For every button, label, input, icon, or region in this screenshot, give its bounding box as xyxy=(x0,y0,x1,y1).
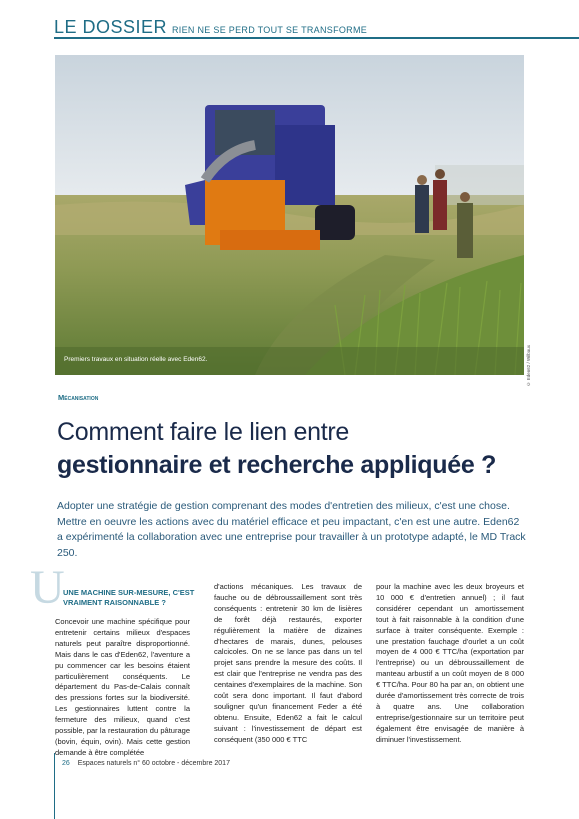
photo-credit: © Eden62 / Wilbaux xyxy=(526,345,531,387)
page-footer xyxy=(62,760,230,767)
photo-caption: Premiers travaux en situation réelle avec Eden62. xyxy=(64,356,208,363)
title-bold-b: recherche appliquée ? xyxy=(236,451,497,479)
section-subtitle: RIEN NE SE PERD TOUT SE TRANSFORME xyxy=(172,25,368,35)
header-rule xyxy=(54,37,579,39)
article-title-line-2 xyxy=(57,451,496,480)
title-bold-a: gestionnaire xyxy=(57,451,203,479)
page-number: 26 xyxy=(62,760,70,767)
article-title-line-1: Comment faire le lien entre xyxy=(57,418,350,446)
page-header xyxy=(0,0,579,38)
title-connector: et xyxy=(202,451,237,479)
article-kicker: UNE MACHINE SUR-MESURE, C'EST VRAIMENT RAISONNABLE ? xyxy=(63,588,195,607)
drop-cap: U xyxy=(30,561,65,614)
article-column-2: d'actions mécaniques. Les travaux de fauche ou de débroussaillement sont très conséquents : entretenir 30 km de lisières de forêt déjà restaurés, exporter régulièrement la matière de dizaines d'hectares de marais, dunes, pelouses calcicoles. On ne se lance pas dans un tel projet sans prendre la mesure des coûts. Il est clair que l'entreprise ne vendra pas des centaines d'exemplaires de la machine. Son coût sera donc important. Il faut d'abord souligner qu'un financement Feder a été obtenu. Ensuite, Eden62 a fait le calcul suivant : l'investissement de départ est conséquent (350 000 € TTC xyxy=(214,582,362,744)
publication-info: Espaces naturels n° 60 octobre - décembre 2017 xyxy=(77,760,230,767)
article-lede: Adopter une stratégie de gestion comprenant des modes d'entretien des milieux, c'est une chose. Mettre en oeuvre les actions avec du matériel efficace et peu impactant, c'en est une autre. Eden62 a expérimenté la collaboration avec une entreprise pour travailler à un prototype adapté, le MD Track 250. xyxy=(57,500,526,559)
article-photo xyxy=(55,55,524,375)
article-column-1: Concevoir une machine spécifique pour entretenir certains milieux d'espaces naturels peut paraître disproportionné. Mais dans le cas d'Eden62, l'aventure a pu commencer car les besoins étaient particulièrement conséquents. Le département du Pas-de-Calais connaît des pressions fortes sur la biodiversité. Les gestionnaires luttent contre la fermeture des milieux, quand c'est possible, par la restauration du pâturage (bovin, équin, ovin). Mais cette gestion demande à être complétée xyxy=(55,617,190,757)
section-title: LE DOSSIER xyxy=(54,17,168,37)
footer-rule xyxy=(54,753,55,819)
article-rubric: Mécanisation xyxy=(58,393,99,402)
article-column-3: pour la machine avec les deux broyeurs et 10 000 € d'entretien annuel) ; il faut considérer cependant un amortissement tout à fait raisonnable à la condition d'une surface à traiter conséquente. Exemple : une prestation fauchage d'ourlet a un coût moyen de 4 000 € TTC/ha (exportation par l'entreprise) ou un débroussaillement de manteau arbustif a un coût moyen de 8 000 € TTC/ha. Pour 80 ha par an, on obtient une durée d'amortissement très correcte de trois à quatre ans. Une collaboration entreprise/gestionnaire sur un territoire peut également être envisagée de manière à diminuer l'investissement. xyxy=(376,582,524,744)
